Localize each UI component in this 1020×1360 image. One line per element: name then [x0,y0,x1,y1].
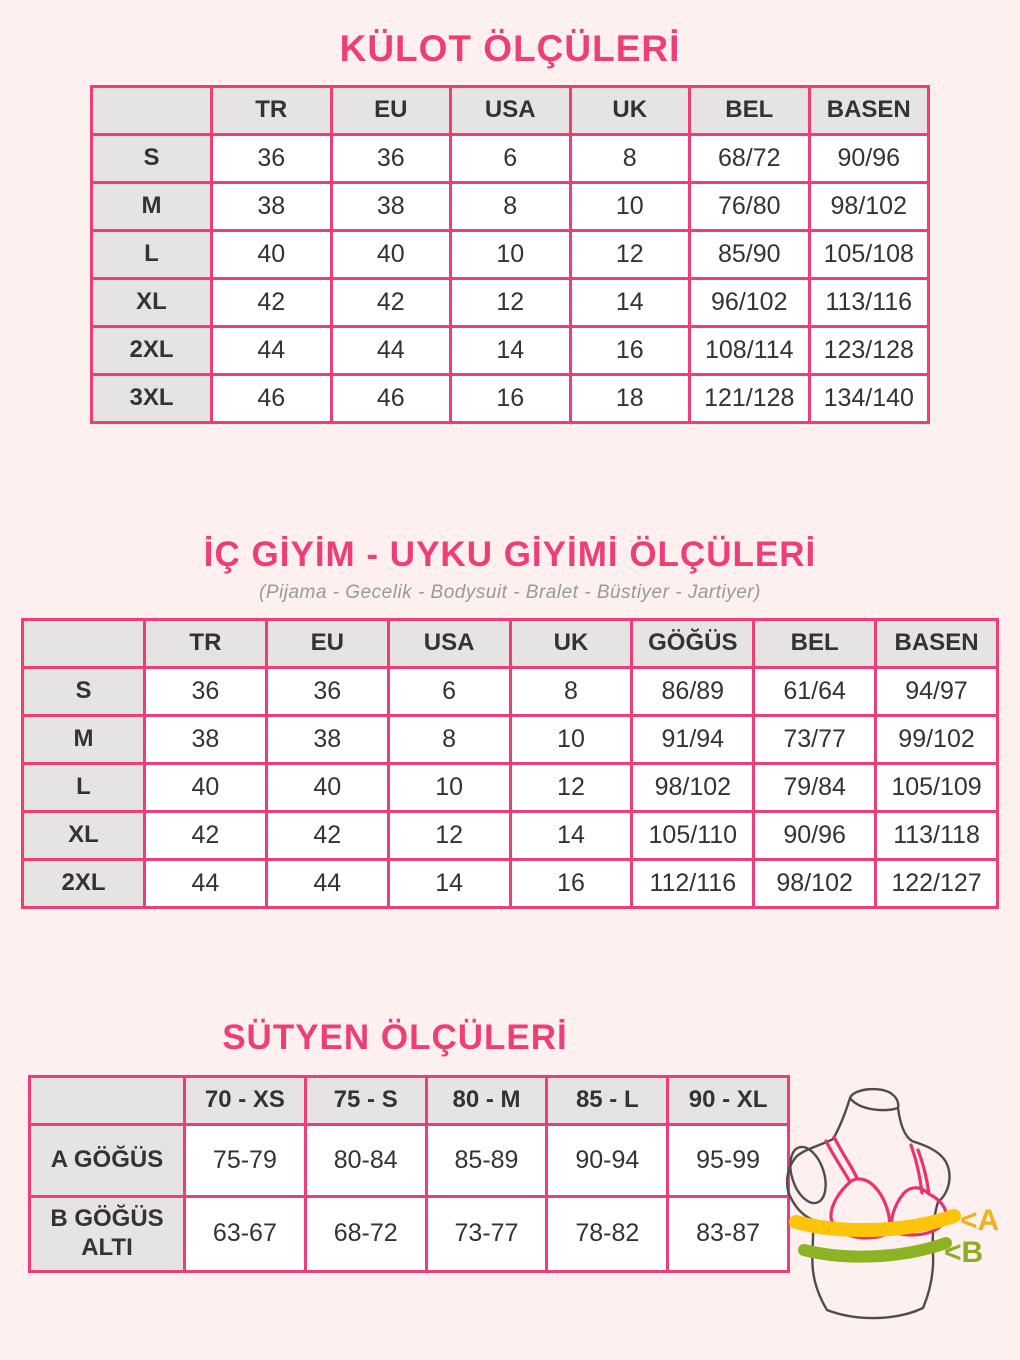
size-cell: 46 [212,374,332,422]
column-header: USA [451,86,571,134]
size-cell: 8 [510,667,632,715]
column-header: UK [510,619,632,667]
column-header: 80 - M [426,1076,547,1124]
column-header: USA [388,619,510,667]
size-cell: 105/109 [876,763,998,811]
size-cell: 98/102 [754,859,876,907]
size-cell: 98/102 [809,182,929,230]
size-cell: 14 [510,811,632,859]
table-row [23,811,998,859]
row-label: A GÖĞÜS [30,1124,185,1196]
table-row [92,230,929,278]
size-cell: 8 [388,715,510,763]
size-cell: 78-82 [547,1196,668,1271]
size-cell: 76/80 [690,182,810,230]
size-cell: 44 [145,859,267,907]
size-cell: 14 [451,326,571,374]
table-row [23,859,998,907]
table-row [92,278,929,326]
column-header: BASEN [809,86,929,134]
table-row [23,667,998,715]
size-cell: 95-99 [668,1124,789,1196]
size-cell: 40 [266,763,388,811]
bust-band-a [796,1216,954,1230]
size-cell: 46 [331,374,451,422]
row-label: XL [92,278,212,326]
column-header: BASEN [876,619,998,667]
band-b-label: <B [944,1236,984,1269]
size-cell: 40 [145,763,267,811]
size-cell: 16 [451,374,571,422]
size-cell: 80-84 [305,1124,426,1196]
size-cell: 123/128 [809,326,929,374]
table-row [23,715,998,763]
sutyen-size-table [28,1075,790,1273]
size-cell: 105/108 [809,230,929,278]
table-row [23,763,998,811]
sutyen-section-title: SÜTYEN ÖLÇÜLERİ [222,1017,568,1057]
column-header: 90 - XL [668,1076,789,1124]
underbust-band-b [804,1243,946,1257]
row-label: XL [23,811,145,859]
size-cell: 113/118 [876,811,998,859]
size-cell: 8 [451,182,571,230]
size-cell: 42 [212,278,332,326]
size-cell: 90/96 [809,134,929,182]
size-cell: 85/90 [690,230,810,278]
size-cell: 10 [570,182,690,230]
kulot-section-title: KÜLOT ÖLÇÜLERİ [339,28,681,69]
column-header: EU [331,86,451,134]
table-row [92,134,929,182]
header-row [23,619,998,667]
row-label: L [92,230,212,278]
mannequin-armhole-icon [786,1142,832,1207]
column-header: BEL [754,619,876,667]
size-cell: 16 [510,859,632,907]
table-row [92,374,929,422]
band-a-label: <A [960,1204,1000,1237]
column-header: BEL [690,86,810,134]
row-label: 2XL [92,326,212,374]
size-cell: 10 [388,763,510,811]
size-cell: 40 [331,230,451,278]
mannequin-torso-icon [786,1089,949,1318]
size-cell: 42 [145,811,267,859]
table-row [92,182,929,230]
size-cell: 121/128 [690,374,810,422]
size-cell: 36 [145,667,267,715]
column-header: TR [212,86,332,134]
size-cell: 105/110 [632,811,754,859]
size-cell: 10 [451,230,571,278]
size-cell: 44 [331,326,451,374]
corner-cell [23,619,145,667]
header-row [30,1076,789,1124]
size-cell: 68/72 [690,134,810,182]
size-cell: 99/102 [876,715,998,763]
sutyen-section [0,1017,790,1273]
size-cell: 63-67 [185,1196,306,1271]
size-cell: 36 [212,134,332,182]
size-cell: 90-94 [547,1124,668,1196]
size-cell: 14 [388,859,510,907]
table-row [92,326,929,374]
size-cell: 38 [331,182,451,230]
size-cell: 94/97 [876,667,998,715]
size-cell: 73-77 [426,1196,547,1271]
size-cell: 36 [331,134,451,182]
size-cell: 113/116 [809,278,929,326]
size-cell: 73/77 [754,715,876,763]
size-cell: 8 [570,134,690,182]
row-label: B GÖĞÜS ALTI [30,1196,185,1271]
column-header: TR [145,619,267,667]
bra-measurement-diagram [786,1080,1016,1358]
size-cell: 12 [451,278,571,326]
size-cell: 61/64 [754,667,876,715]
size-cell: 98/102 [632,763,754,811]
kulot-size-table [90,85,930,424]
icgiyim-section-subtitle: (Pijama - Gecelik - Bodysuit - Bralet - Büstiyer - Jartiyer) [259,581,761,603]
row-label: 3XL [92,374,212,422]
size-cell: 6 [388,667,510,715]
corner-cell [92,86,212,134]
size-cell: 79/84 [754,763,876,811]
size-cell: 10 [510,715,632,763]
row-label: M [92,182,212,230]
row-label: M [23,715,145,763]
column-header: 85 - L [547,1076,668,1124]
size-cell: 38 [212,182,332,230]
size-cell: 122/127 [876,859,998,907]
row-label: L [23,763,145,811]
size-cell: 14 [570,278,690,326]
icgiyim-section-title: İÇ GİYİM - UYKU GİYİMİ ÖLÇÜLERİ [203,534,817,574]
size-cell: 134/140 [809,374,929,422]
size-cell: 42 [331,278,451,326]
size-cell: 96/102 [690,278,810,326]
size-cell: 112/116 [632,859,754,907]
size-cell: 18 [570,374,690,422]
table-row [30,1196,789,1271]
size-cell: 6 [451,134,571,182]
size-cell: 44 [212,326,332,374]
size-cell: 75-79 [185,1124,306,1196]
size-cell: 12 [510,763,632,811]
column-header: 70 - XS [185,1076,306,1124]
size-cell: 38 [266,715,388,763]
size-cell: 91/94 [632,715,754,763]
column-header: 75 - S [305,1076,426,1124]
size-cell: 42 [266,811,388,859]
size-cell: 108/114 [690,326,810,374]
size-cell: 44 [266,859,388,907]
size-cell: 12 [388,811,510,859]
row-label: S [92,134,212,182]
size-cell: 83-87 [668,1196,789,1271]
column-header: UK [570,86,690,134]
column-header: GÖĞÜS [632,619,754,667]
size-cell: 85-89 [426,1124,547,1196]
size-cell: 38 [145,715,267,763]
size-cell: 90/96 [754,811,876,859]
row-label: S [23,667,145,715]
row-label: 2XL [23,859,145,907]
size-cell: 68-72 [305,1196,426,1271]
header-row [92,86,929,134]
table-row [30,1124,789,1196]
corner-cell [30,1076,185,1124]
size-cell: 86/89 [632,667,754,715]
size-cell: 12 [570,230,690,278]
size-cell: 36 [266,667,388,715]
icgiyim-size-table [21,618,999,909]
size-cell: 16 [570,326,690,374]
size-cell: 40 [212,230,332,278]
column-header: EU [266,619,388,667]
